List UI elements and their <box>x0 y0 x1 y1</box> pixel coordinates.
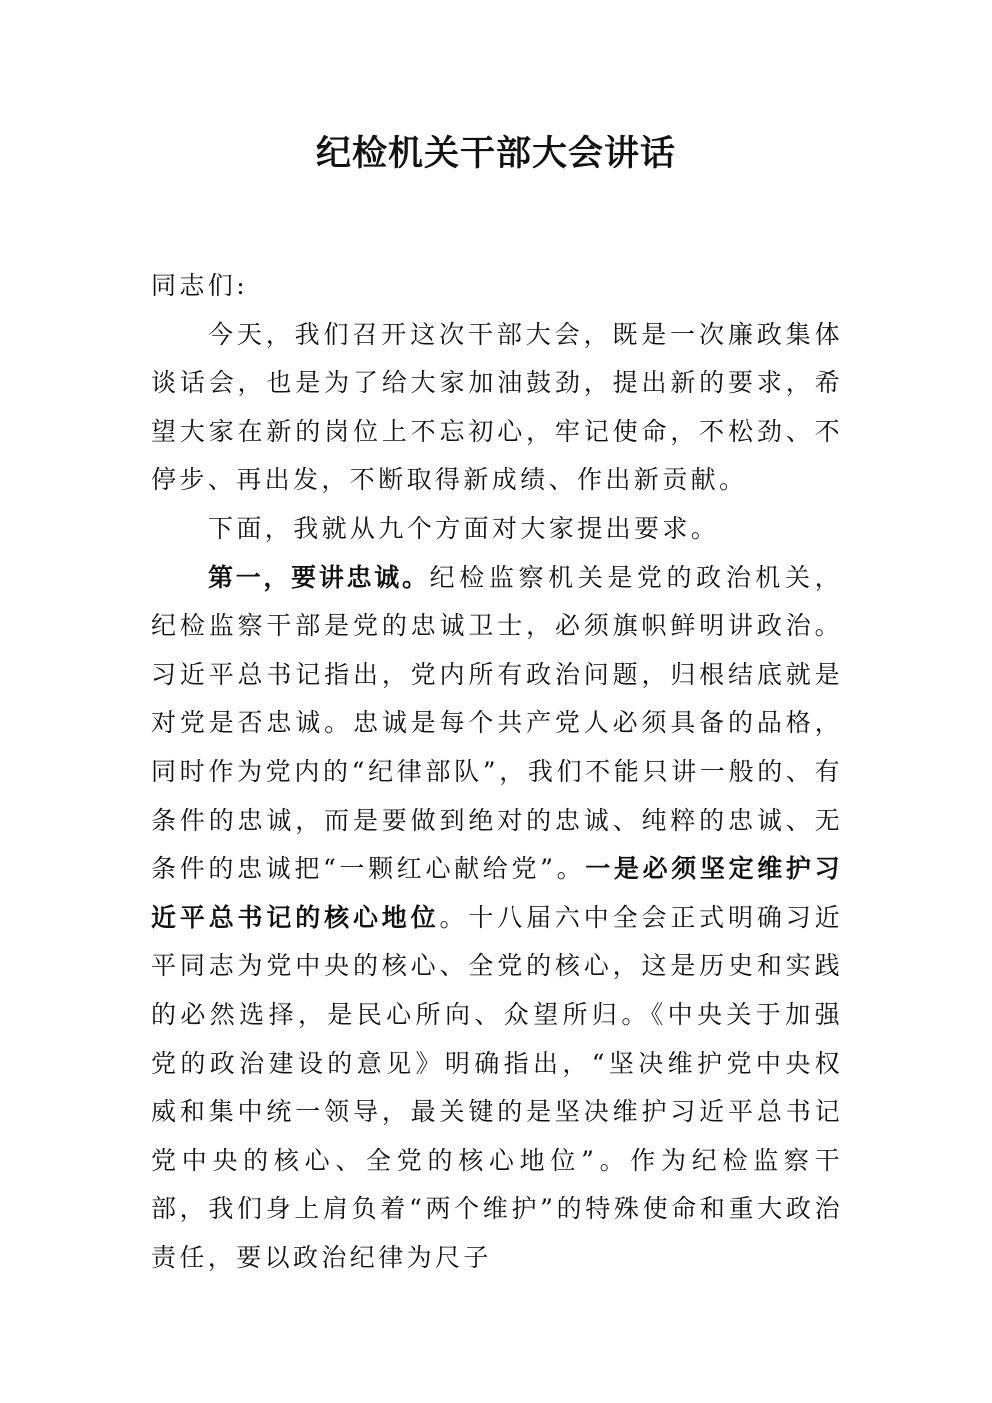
section-1-text-b: 。十八届六中全会正式明确习近平同志为党中央的核心、全党的核心，这是历史和实践的必然选择，是民心所向、众望所归。《中央关于加强党的政治建设的意见》明确指出，“坚决维护党中央权威和集中统一领导，最关键的是坚决维护习近平总书记党中央的核心、全党的核心地位”。作为纪检监察干部，我们身上肩负着“两个维护”的特殊使命和重大政治责任，要以政治纪律为尺子 <box>151 902 843 1272</box>
section-1-heading: 第一，要讲忠诚。 <box>208 562 430 592</box>
paragraph-section-1 <box>151 554 843 1283</box>
document-body <box>151 262 843 1282</box>
paragraph-opening: 今天，我们召开这次干部大会，既是一次廉政集体谈话会，也是为了给大家加油鼓劲，提出新的要求，希望大家在新的岗位上不忘初心，牢记使命，不松劲、不停步、再出发，不断取得新成绩、作出新贡献。 <box>151 319 843 495</box>
document-title: 纪检机关干部大会讲话 <box>315 134 676 174</box>
paragraph-intro: 下面，我就从九个方面对大家提出要求。 <box>208 513 720 543</box>
section-1-text-a: 纪检监察机关是党的政治机关，纪检监察干部是党的忠诚卫士，必须旗帜鲜明讲政治。习近平总书记指出，党内所有政治问题，归根结底就是对党是否忠诚。忠诚是每个共产党人必须具备的品格，同时作为党内的“纪律部队”，我们不能只讲一般的、有条件的忠诚，而是要做到绝对的忠诚、纯粹的忠诚、无条件的忠诚把“一颗红心献给党”。 <box>151 562 843 884</box>
section-1-point-1: 一是必须坚定维护习近平总书记的核心地位 <box>151 854 843 932</box>
salutation: 同志们: <box>151 271 249 300</box>
